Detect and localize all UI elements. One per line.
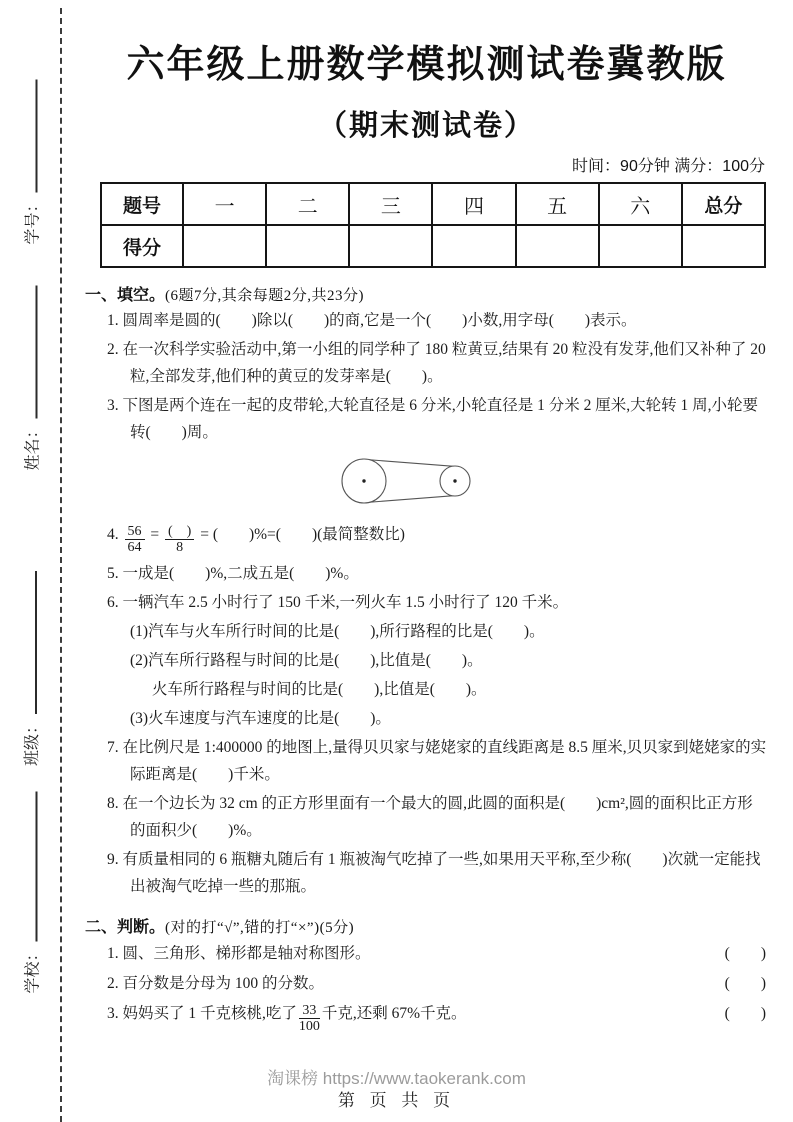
paper-content (85, 0, 768, 1038)
score-cell (349, 225, 432, 267)
section-1-heading (85, 282, 768, 305)
section-2-note: (对的打“√”,错的打“×”)(5分) (165, 920, 355, 937)
score-table (100, 182, 766, 268)
question-text: 一成是( )%,二成五是( )%。 (122, 565, 359, 583)
answer-bracket: ( ) (724, 1005, 766, 1023)
school-blank-line (24, 791, 38, 941)
question-text: 在一个边长为 32 cm 的正方形里面有一个最大的圆,此圆的面积是( )cm²,圆的面积比正方形的面积少( )%。 (122, 795, 753, 840)
question-text: 在一次科学实验活动中,第一小组的同学种了 180 粒黄豆,结果有 20 粒没有发芽,他们又补种了 20 粒,全部发芽,他们种的黄豆的发芽率是( )。 (122, 341, 766, 385)
score-cell (599, 225, 682, 267)
score-row-label: 得分 (101, 225, 183, 267)
equals-sign: = (150, 526, 160, 543)
question-6-sub-2: (2)汽车所行路程与时间的比是( ),比值是( )。 (130, 652, 483, 670)
judge-text: 3. 妈妈买了 1 千克核桃,吃了 $\frac{33}{100}$ 千克,还剩 67%千克。 (107, 1002, 467, 1035)
question-text: 一辆汽车 2.5 小时行了 150 千米,一列火车 1.5 小时行了 120 千米。 (122, 594, 569, 612)
question-text: = ( )%=( )(最简整数比) (200, 526, 405, 543)
score-cell (682, 225, 765, 267)
question-1 (85, 307, 768, 334)
student-id-blank-line (24, 80, 38, 193)
class-blank-line (23, 571, 37, 714)
answer-bracket: ( ) (724, 945, 766, 963)
school-label: 学校： (24, 945, 41, 994)
question-number: 5. (107, 565, 119, 583)
score-header-cell: 一 (183, 183, 266, 225)
judge-question-1 (85, 940, 768, 967)
section-2-heading (85, 914, 768, 937)
judge-text: 2. 百分数是分母为 100 的分数。 (107, 975, 325, 993)
question-number: 9. (107, 851, 119, 869)
question-9 (85, 846, 768, 900)
class-label: 班级： (23, 717, 41, 766)
question-5 (85, 560, 768, 587)
name-blank-line (24, 286, 38, 419)
sidebar-field-name (19, 286, 43, 471)
question-number: 2. (107, 341, 119, 358)
score-table-score-row (101, 225, 765, 267)
question-number: 6. (107, 594, 119, 612)
judge-text: 1. 圆、三角形、梯形都是轴对称图形。 (107, 945, 371, 963)
section-1-note: (6题7分,其余每题2分,共23分) (165, 288, 365, 304)
score-header-cell: 三 (349, 183, 432, 225)
question-8 (85, 790, 768, 844)
question-6 (85, 589, 768, 616)
judge-question-2 (85, 970, 768, 997)
score-table-header-row (101, 183, 765, 225)
question-2 (85, 336, 768, 390)
page-title: 六年级上册数学模拟测试卷冀教版 (126, 44, 727, 86)
question-7 (85, 734, 768, 788)
name-label: 姓名： (24, 422, 41, 471)
score-header-cell: 二 (266, 183, 349, 225)
question-6-sub-1: (1)汽车与火车所行时间的比是( ),所行路程的比是( )。 (130, 623, 545, 641)
judge-question-3 (85, 1000, 768, 1034)
fraction-33-100: $\frac{33}{100}$ (298, 1002, 320, 1035)
question-text: 圆周率是圆的( )除以( )的商,它是一个( )小数,用字母( )表示。 (122, 312, 637, 329)
score-cell (266, 225, 349, 267)
footer-page-indicator: 第 页 共 页 (337, 1091, 456, 1110)
student-id-label: 学号： (24, 196, 41, 245)
footer-site-text: 淘课榜 https://www.taokerank.com (267, 1069, 526, 1088)
answer-bracket: ( ) (724, 975, 766, 993)
score-header-cell: 四 (432, 183, 515, 225)
score-cell (432, 225, 515, 267)
small-pulley-center-dot (453, 479, 456, 482)
question-number: 4. (107, 526, 119, 543)
question-text: 在比例尺是 1:400000 的地图上,量得贝贝家与姥姥家的直线距离是 8.5 厘米,贝贝家到姥姥家的实际距离是( )千米。 (122, 739, 767, 784)
exam-meta: 时间：90分钟 满分：100分 (572, 158, 765, 175)
score-header-cell: 总分 (682, 183, 765, 225)
belt-pulley-diagram (301, 448, 768, 514)
section-2-title: 二、判断。 (85, 919, 166, 937)
sidebar-field-school (19, 791, 43, 994)
question-number: 7. (107, 739, 119, 757)
score-cell (183, 225, 266, 267)
question-text: 下图是两个连在一起的皮带轮,大轮直径是 6 分米,小轮直径是 1 分米 2 厘米,大轮转 1 周,小轮要转( )周。 (122, 397, 759, 441)
score-cell (516, 225, 599, 267)
question-number: 3. (107, 397, 119, 414)
section-1-title: 一、填空。 (85, 287, 166, 304)
question-number: 8. (107, 795, 119, 813)
question-6-sub-3: (3)火车速度与汽车速度的比是( )。 (130, 710, 391, 728)
sidebar-field-class (18, 570, 42, 766)
sidebar-field-student-id (19, 80, 43, 245)
question-text: 有质量相同的 6 瓶糖丸随后有 1 瓶被淘气吃掉了一些,如果用天平称,至少称( )次就一定能找出被淘气吃掉一些的那瓶。 (122, 851, 761, 896)
big-pulley-center-dot (362, 479, 365, 482)
score-header-cell: 五 (516, 183, 599, 225)
dashed-cut-line (60, 8, 62, 1122)
question-6-sub-2b: 火车所行路程与时间的比是( ),比值是( )。 (152, 681, 487, 699)
score-header-cell: 题号 (101, 183, 183, 225)
fraction-56-64: $\frac{56}{64}$ (123, 524, 147, 556)
fraction-blank-8: $\frac{( )}{8}$ (163, 524, 196, 556)
question-3 (85, 392, 768, 446)
score-header-cell: 六 (599, 183, 682, 225)
question-number: 1. (107, 312, 119, 329)
question-4 (85, 521, 768, 555)
page-subtitle: （期末测试卷） (317, 110, 535, 142)
